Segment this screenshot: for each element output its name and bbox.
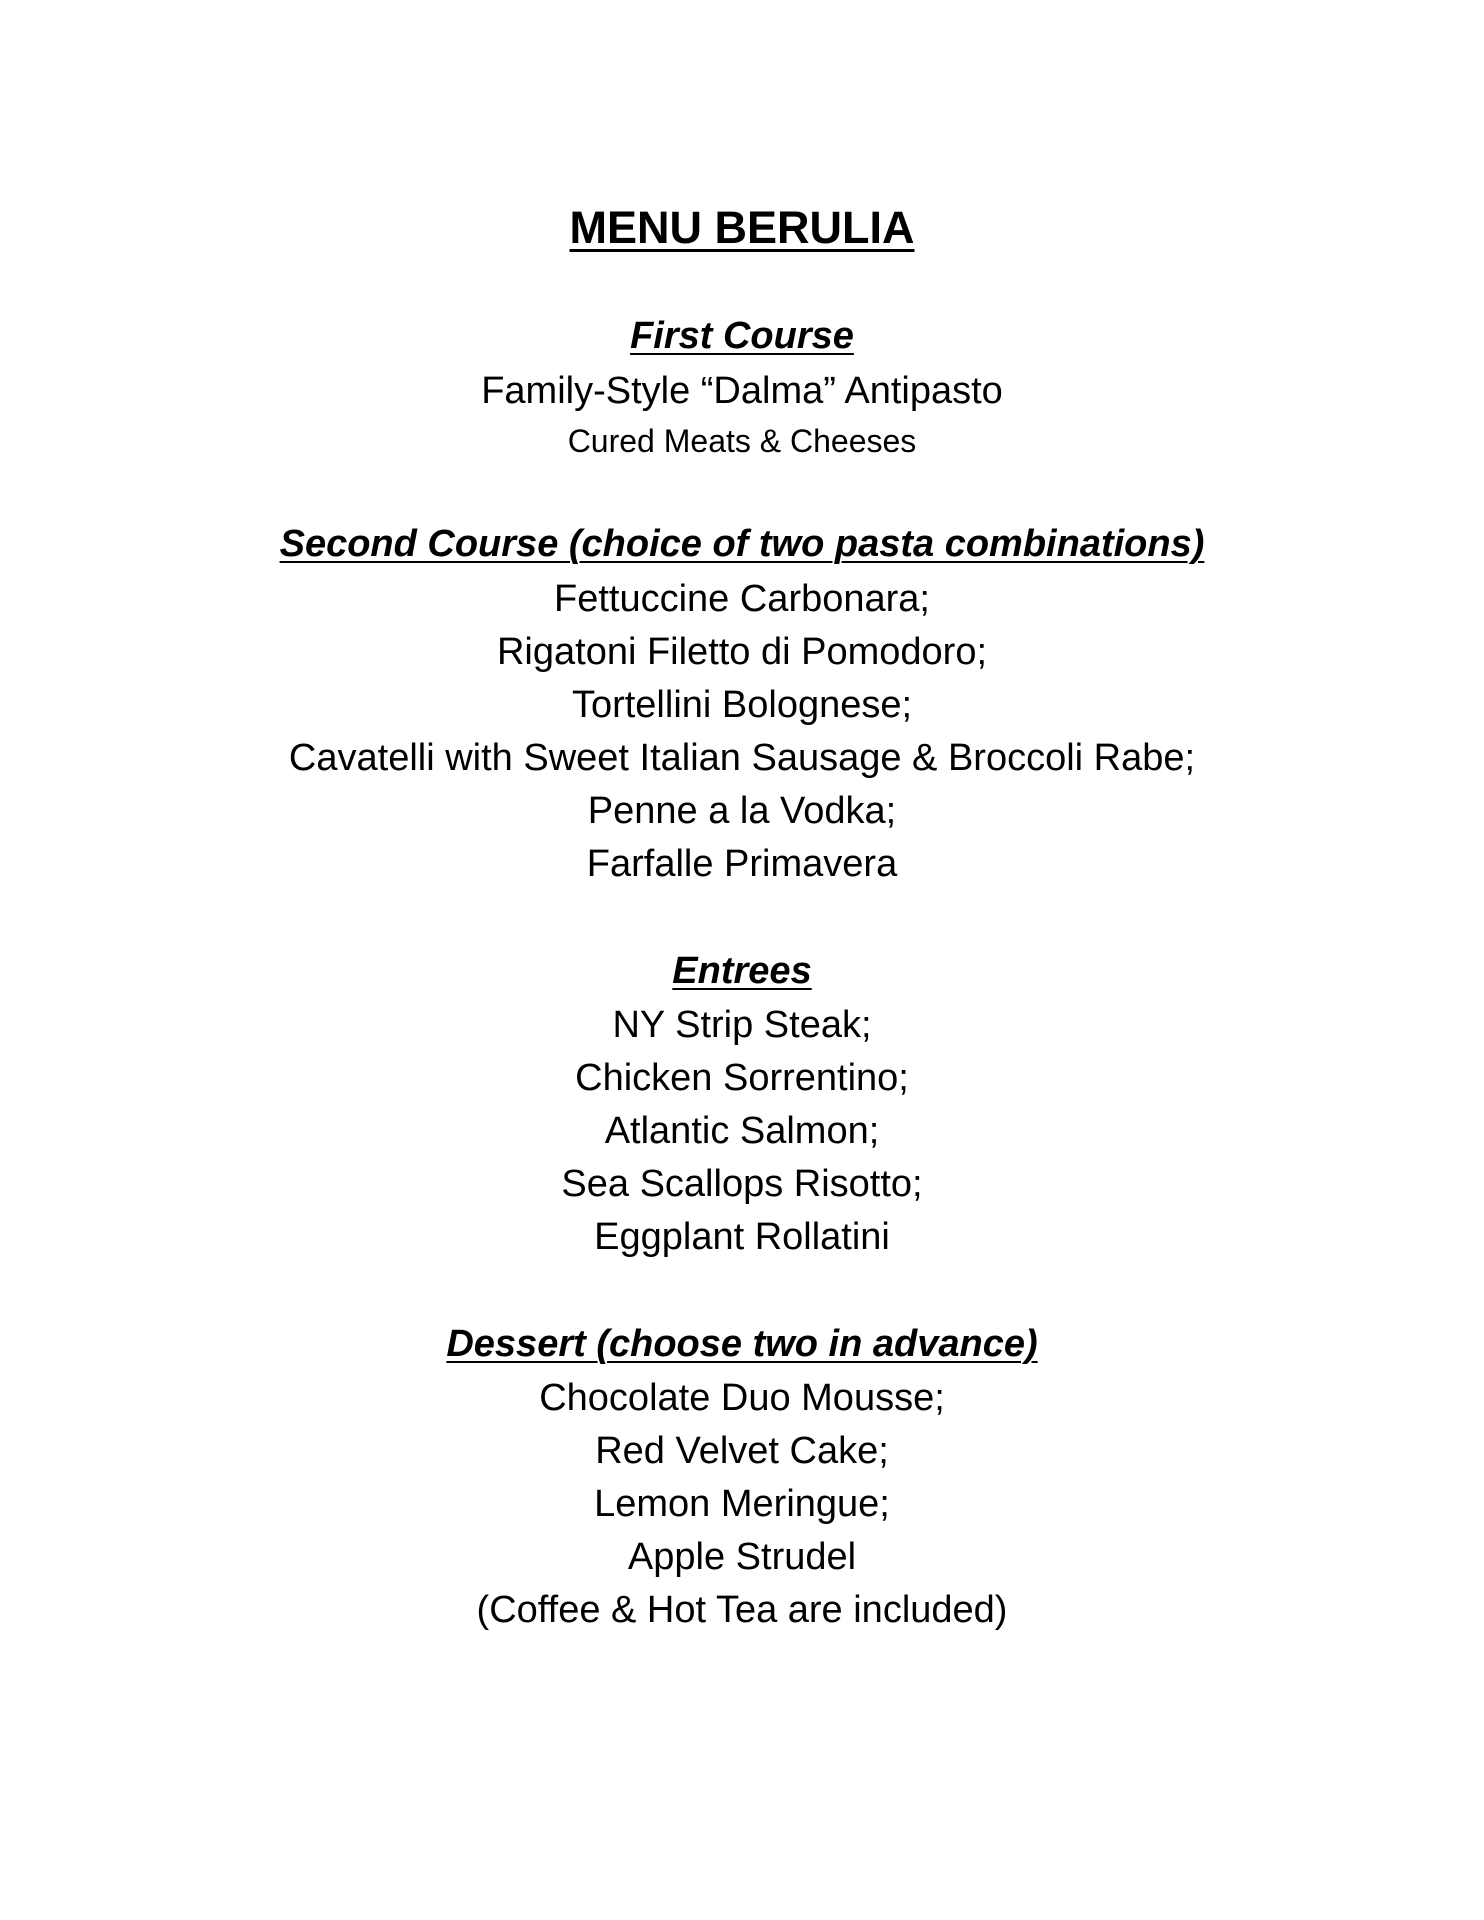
entree-item: NY Strip Steak; [612, 1004, 872, 1046]
dessert-heading: Dessert (choose two in advance) [446, 1323, 1038, 1365]
dessert-item: Lemon Meringue; [594, 1483, 890, 1525]
entrees-heading: Entrees [672, 950, 812, 992]
entree-item: Chicken Sorrentino; [575, 1057, 909, 1099]
second-course-item: Rigatoni Filetto di Pomodoro; [496, 631, 988, 673]
dessert-note: (Coffee & Hot Tea are included) [476, 1589, 1008, 1631]
first-course-note: Cured Meats & Cheeses [567, 423, 917, 459]
second-course-item: Cavatelli with Sweet Italian Sausage & Broccoli Rabe; [288, 737, 1196, 779]
first-course-heading: First Course [630, 315, 854, 357]
entree-item: Eggplant Rollatini [594, 1216, 890, 1258]
first-course-item: Family-Style “Dalma” Antipasto [481, 370, 1003, 412]
entree-item: Sea Scallops Risotto; [561, 1163, 923, 1205]
second-course-item: Tortellini Bolognese; [571, 684, 913, 726]
entree-item: Atlantic Salmon; [604, 1110, 880, 1152]
second-course-item: Fettuccine Carbonara; [554, 578, 930, 620]
page-title: MENU BERULIA [569, 202, 915, 253]
dessert-item: Red Velvet Cake; [595, 1430, 889, 1472]
second-course-item: Farfalle Primavera [586, 843, 898, 885]
dessert-item: Chocolate Duo Mousse; [539, 1377, 945, 1419]
second-course-heading: Second Course (choice of two pasta combinations) [279, 523, 1205, 565]
second-course-item: Penne a la Vodka; [587, 790, 897, 832]
dessert-item: Apple Strudel [627, 1536, 857, 1578]
